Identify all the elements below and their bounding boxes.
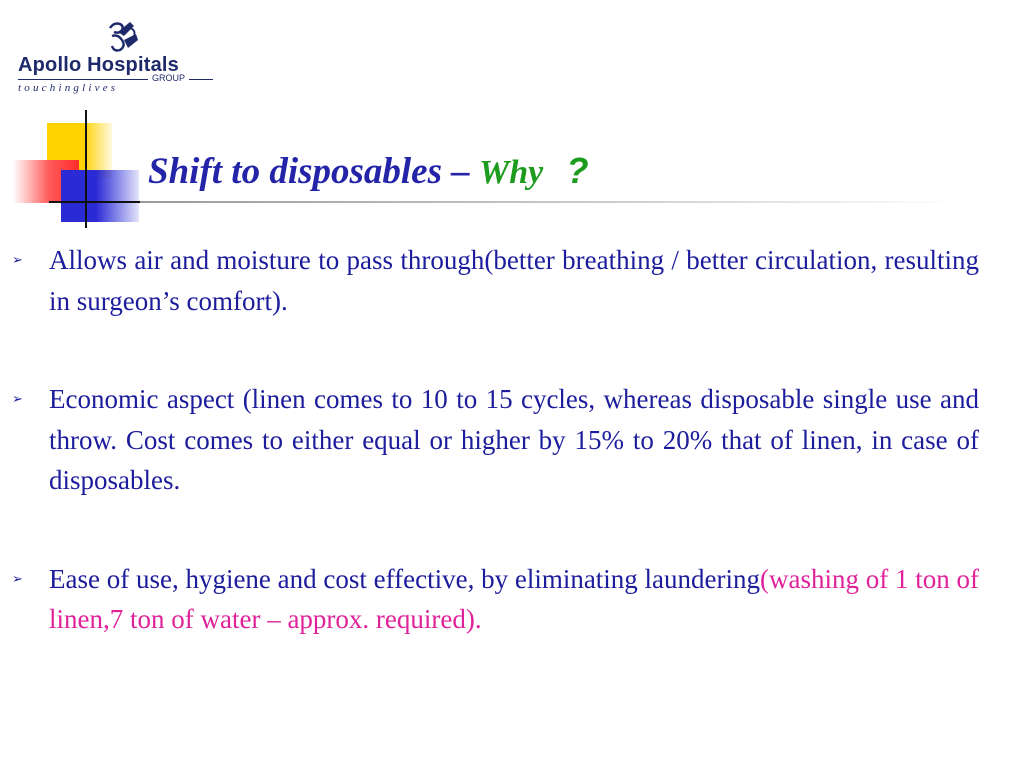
decor-vertical-line [85, 110, 87, 228]
title-main: Shift to disposables – [148, 151, 470, 192]
bullet-text: Allows air and moisture to pass through(better breathing / better circulation, resulting in surgeon’s comfort). [49, 245, 979, 316]
bullet-item [12, 240, 979, 321]
bullet-highlight-text: (washing of 1 ton of linen,7 ton of water – approx. required). [49, 563, 979, 634]
bullet-text: Ease of use, hygiene and cost effective, by eliminating laundering [49, 563, 761, 594]
apollo-emblem-icon [104, 20, 142, 54]
bullet-list [12, 240, 979, 640]
slide-title [148, 150, 588, 193]
logo-name: Apollo Hospitals [18, 54, 179, 76]
logo-rule [18, 79, 148, 80]
bullet-item [12, 379, 979, 501]
logo-tagline: touchinglives [18, 82, 119, 94]
decor-horizontal-line [49, 201, 149, 203]
arrow-bullet-icon: ➢ [12, 252, 23, 267]
title-underline [140, 201, 960, 203]
logo-group-label: GROUP [152, 73, 186, 83]
logo-rule-right [189, 79, 213, 80]
bullet-text: Economic aspect (linen comes to 10 to 15 cycles, whereas disposable single use and throw. Cost comes to either equal or higher by 15% to 20% that of linen, in case of disposables. [49, 384, 979, 495]
title-question-mark: ? [566, 150, 589, 191]
decor-blue-square [61, 170, 139, 222]
apollo-hospitals-logo [14, 18, 219, 100]
title-why: Why [479, 154, 544, 191]
arrow-bullet-icon: ➢ [12, 570, 23, 586]
arrow-bullet-icon: ➢ [12, 391, 23, 406]
bullet-item [12, 559, 979, 640]
